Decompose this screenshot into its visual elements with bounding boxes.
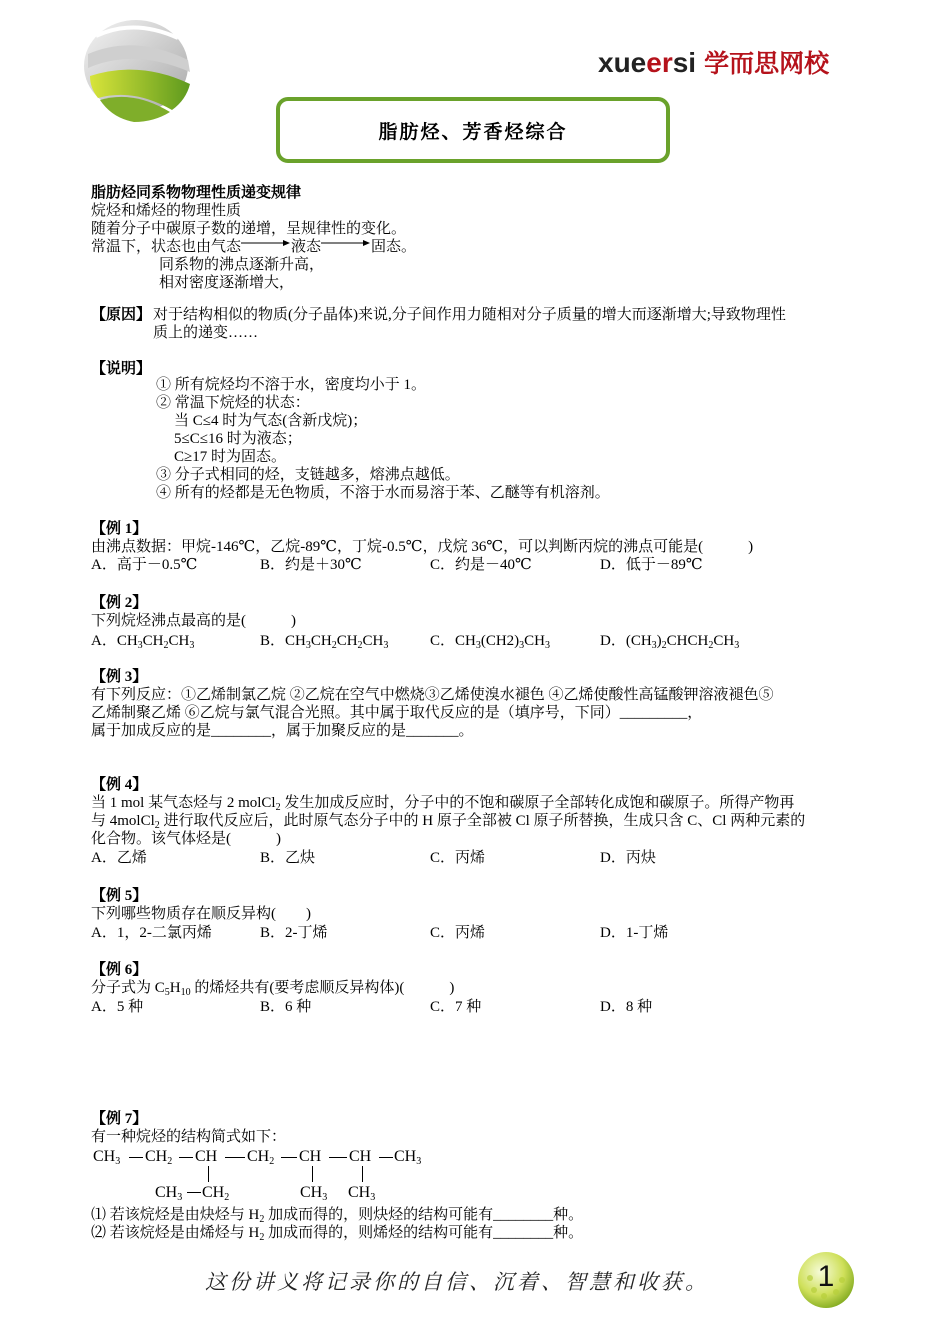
option-b: B．$CH_3CH_2CH_2CH_3$ (260, 633, 389, 651)
page-number-badge (796, 1250, 856, 1310)
arrow-right-icon (321, 234, 371, 252)
option-a: A．乙烯 (91, 850, 147, 866)
formula-ch2-a: $CH_2$ (145, 1148, 173, 1167)
section-line: 烷烃和烯烃的物理性质 (91, 203, 242, 219)
substituent-methyl-1: $CH_3$ (300, 1184, 328, 1203)
example-label: 【例 6】 (91, 962, 148, 978)
page-title: 脂肪烃、芳香烃综合 (378, 122, 568, 143)
brand-logo (598, 44, 829, 80)
substituent-ethyl: $CH_3$ (155, 1184, 183, 1203)
state-line (91, 238, 416, 256)
bond-line (379, 1157, 393, 1158)
example-question: 有一种烷烃的结构简式如下： (91, 1129, 287, 1145)
example-label: 【例 1】 (91, 521, 148, 537)
formula-ch-3: CH (349, 1148, 372, 1165)
sub-question-1: ⑴ 若该烷烃是由炔烃与 $H_2$ 加成而得的，则炔烃的结构可能有________种。 (91, 1207, 584, 1225)
bond-line (129, 1157, 143, 1158)
option-b: B．乙炔 (260, 850, 316, 866)
explain-line: 5≤C≤16 时为液态； (174, 431, 302, 447)
formula-ch-2: CH (299, 1148, 322, 1165)
section-line: 相对密度逐渐增大， (159, 275, 295, 291)
explain-label: 【说明】 (91, 361, 152, 377)
explain-line: 当 C≤4 时为气态(含新戊烷)； (174, 413, 368, 429)
option-c: C．7 种 (430, 999, 482, 1015)
option-a: A．1，2-二氯丙烯 (91, 925, 212, 941)
explain-line: ④ 所有的烃都是无色物质，不溶于水而易溶于苯、乙醚等有机溶剂。 (156, 485, 610, 501)
structural-formula (91, 1144, 451, 1206)
example-label: 【例 7】 (91, 1111, 148, 1127)
option-c: C．约是－40℃ (430, 557, 532, 573)
substituent-ethyl-ch2: $CH_2$ (202, 1184, 230, 1203)
bond-line (208, 1166, 209, 1182)
example-question: 分子式为 $C_5H_{10}$ 的烯烃共有(要考虑顺反异构体)( ) (91, 980, 455, 998)
sub-question-2: ⑵ 若该烷烃是由烯烃与 $H_2$ 加成而得的，则烯烃的结构可能有________种。 (91, 1225, 584, 1243)
formula-ch3-right: $CH_3$ (394, 1148, 422, 1167)
state-solid: 固态。 (371, 239, 417, 255)
state-liquid: 液态 (291, 239, 322, 255)
option-c: C．丙烯 (430, 850, 486, 866)
option-a: A．5 种 (91, 999, 144, 1015)
section-heading: 脂肪烃同系物物理性质递变规律 (91, 185, 302, 201)
brand-cn: 学而思网校 (704, 49, 830, 78)
bond-line (362, 1166, 363, 1182)
option-b: B．2-丁烯 (260, 925, 328, 941)
reason-line: 质上的递变…… (153, 325, 259, 341)
example-line: 属于加成反应的是________，属于加聚反应的是_______。 (91, 723, 474, 739)
example-line: 与 4molCl$_2$ 进行取代反应后，此时原气态分子中的 H 原子全部被 Cl 原子所替换，生成只含 C、Cl 两种元素的 (91, 813, 806, 831)
reason-line: 对于结构相似的物质(分子晶体)来说,分子间作用力随相对分子质量的增大而逐渐增大;导致物理性 (153, 307, 786, 323)
explain-line: ③ 分子式相同的烃，支链越多，熔沸点越低。 (156, 467, 460, 483)
explain-line: ① 所有烷烃均不溶于水，密度均小于 1。 (156, 377, 427, 393)
explain-line: C≥17 时为固态。 (174, 449, 286, 465)
option-a: A．$CH_3CH_2CH_3$ (91, 633, 195, 651)
option-d: D．8 种 (600, 999, 653, 1015)
option-d: D．低于－89℃ (600, 557, 703, 573)
option-c: C．$CH_3(CH2)_3CH_3$ (430, 633, 551, 651)
brand-si: si (672, 47, 697, 78)
example-line: 化合物。该气体烃是( ) (91, 831, 281, 847)
substituent-methyl-2: $CH_3$ (348, 1184, 376, 1203)
option-d: D．$(CH_3)_2CHCH_2CH_3$ (600, 633, 740, 651)
example-question: 下列烷烃沸点最高的是( ) (91, 613, 296, 629)
bond-line (329, 1157, 347, 1158)
page-number: 1 (817, 1260, 835, 1293)
option-a: A．高于－0.5℃ (91, 557, 198, 573)
state-gas: 常温下，状态也由气态 (91, 239, 242, 255)
section-line: 随着分子中碳原子数的递增，呈规律性的变化。 (91, 221, 407, 237)
bond-line (281, 1157, 297, 1158)
formula-ch3-left: $CH_3$ (93, 1148, 121, 1167)
example-line: 当 1 mol 某气态烃与 2 molCl$_2$ 发生加成反应时，分子中的不饱和碳原子全部转化成饱和碳原子。所得产物再 (91, 795, 795, 813)
bond-line (179, 1157, 193, 1158)
example-label: 【例 3】 (91, 669, 148, 685)
example-label: 【例 4】 (91, 777, 148, 793)
bond-line (225, 1157, 245, 1158)
example-label: 【例 2】 (91, 595, 148, 611)
globe-logo-icon (74, 14, 196, 124)
example-line: 有下列反应：①乙烯制氯乙烷 ②乙烷在空气中燃烧③乙烯使溴水褪色 ④乙烯使酸性高锰酸钾溶液褪色⑤ (91, 687, 774, 703)
example-label: 【例 5】 (91, 888, 148, 904)
brand-xue: xue (598, 47, 647, 78)
brand-er: er (646, 47, 673, 78)
option-d: D．丙炔 (600, 850, 656, 866)
option-c: C．丙烯 (430, 925, 486, 941)
example-question: 由沸点数据：甲烷-146℃，乙烷-89℃，丁烷-0.5℃，戊烷 36℃，可以判断丙烷的沸点可能是( ) (91, 539, 754, 555)
formula-ch2-b: $CH_2$ (247, 1148, 275, 1167)
arrow-right-icon (241, 234, 291, 252)
explain-line: ② 常温下烷烃的状态： (156, 395, 310, 411)
formula-ch-1: CH (195, 1148, 218, 1165)
option-d: D．1-丁烯 (600, 925, 669, 941)
option-b: B．6 种 (260, 999, 312, 1015)
reason-label: 【原因】 (91, 307, 152, 323)
bond-line (187, 1192, 201, 1193)
title-box (276, 97, 670, 163)
footer-motto: 这份讲义将记录你的自信、沉着、智慧和收获。 (205, 1270, 709, 1294)
section-line: 同系物的沸点逐渐升高， (159, 257, 325, 273)
bond-line (312, 1166, 313, 1182)
example-line: 乙烯制聚乙烯 ⑥乙烷与氯气混合光照。其中属于取代反应的是（填序号，下同）_________， (91, 705, 703, 721)
option-b: B．约是＋30℃ (260, 557, 362, 573)
example-question: 下列哪些物质存在顺反异构( ) (91, 906, 311, 922)
